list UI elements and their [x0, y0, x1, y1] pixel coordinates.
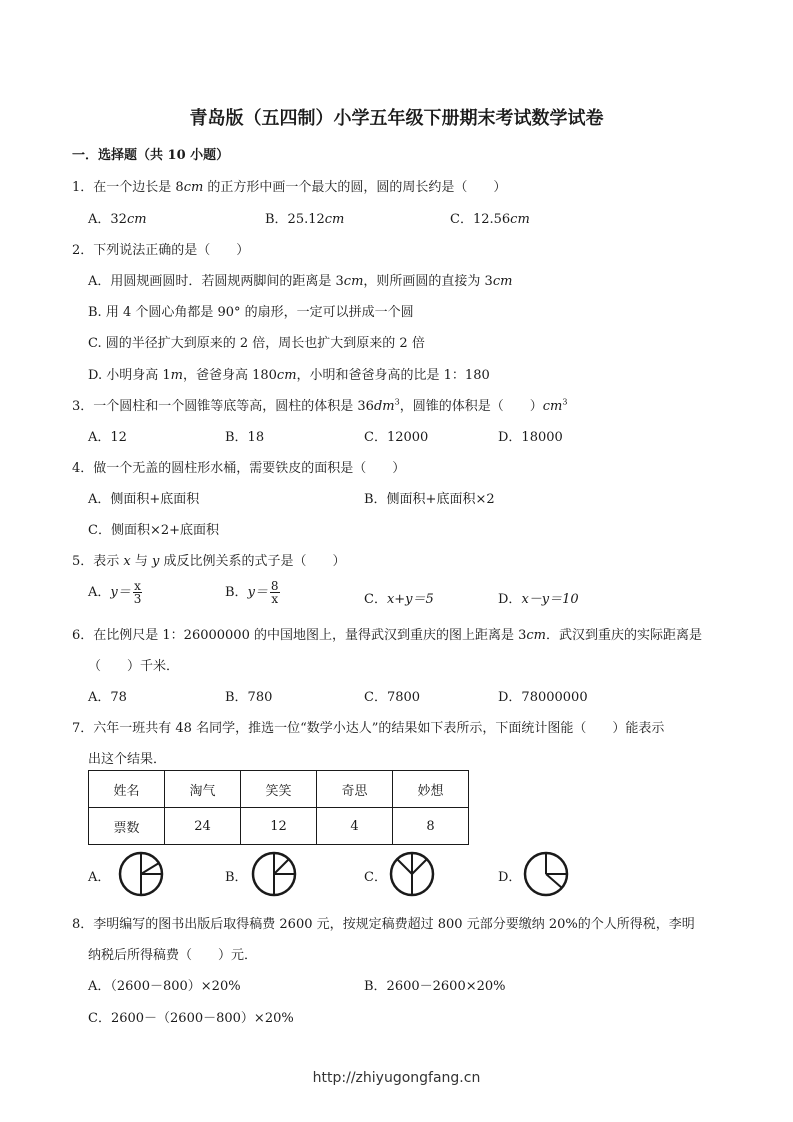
table-cell: 24	[165, 808, 241, 845]
section-heading: 一．选择题（共 10 小题）	[72, 148, 230, 163]
question-3: 3．一个圆柱和一个圆锥等底等高，圆柱的体积是 $36dm^3$，圆锥的体积是（ ）$cm^3$	[72, 397, 568, 414]
q4-option-c[interactable]: C．侧面积×2+底面积	[88, 523, 220, 538]
pie-chart-d-icon	[522, 850, 570, 898]
q7-option-c[interactable]: C．	[364, 870, 387, 885]
question-1: 1．在一个边长是 8cm 的正方形中画一个最大的圆，圆的周长约是（ ）	[72, 180, 507, 195]
table-cell: 妙想	[393, 771, 469, 808]
q7-option-b[interactable]: B．	[225, 870, 248, 885]
table-row	[89, 771, 469, 808]
page-title: 青岛版（五四制）小学五年级下册期末考试数学试卷	[189, 108, 604, 129]
pie-chart-c-icon	[388, 850, 436, 898]
q3-option-c[interactable]: C．12000	[364, 430, 429, 445]
pie-chart-b-icon	[250, 850, 298, 898]
table-cell: 淘气	[165, 771, 241, 808]
votes-table	[88, 770, 469, 845]
table-cell: 奇思	[317, 771, 393, 808]
q8-option-c[interactable]: C．2600－（2600－800）×20%	[88, 1011, 294, 1026]
q2-option-d[interactable]: D. 小明身高 1m，爸爸身高 180cm，小明和爸爸身高的比是 1：180	[88, 368, 490, 383]
question-7: 7．六年一班共有 48 名同学，推选一位“数学小达人”的结果如下表所示，下面统计图能（ ）能表示	[72, 721, 665, 736]
q6-option-c[interactable]: C．7800	[364, 690, 421, 705]
table-cell: 4	[317, 808, 393, 845]
table-cell: 笑笑	[241, 771, 317, 808]
question-7-cont: 出这个结果．	[88, 752, 167, 767]
table-cell: 姓名	[89, 771, 165, 808]
q5-option-b[interactable]: B．y＝ $\frac{8}{x}$	[225, 579, 279, 606]
q3-option-a[interactable]: A．12	[88, 430, 127, 445]
table-row	[89, 808, 469, 845]
q6-option-b[interactable]: B．780	[225, 690, 273, 705]
q8-option-a[interactable]: A．（2600－800）×20%	[88, 979, 241, 994]
q7-option-d[interactable]: D．	[498, 870, 522, 885]
q3-option-b[interactable]: B．18	[225, 430, 265, 445]
q8-option-b[interactable]: B．2600－2600×20%	[364, 979, 506, 994]
q1-option-a[interactable]: A．32cm	[88, 212, 147, 227]
q6-option-d[interactable]: D．78000000	[498, 690, 588, 705]
q1-option-b[interactable]: B．25.12cm	[265, 212, 345, 227]
q5-option-a[interactable]: A．y＝ $\frac{x}{3}$	[88, 579, 142, 606]
question-6-blank: （ ）千米．	[88, 659, 180, 674]
question-8: 8．李明编写的图书出版后取得稿费 2600 元，按规定稿费超过 800 元部分要缴纳 20%的个人所得税，李明	[72, 917, 695, 932]
question-4: 4．做一个无盖的圆柱形水桶，需要铁皮的面积是（ ）	[72, 461, 406, 476]
q2-option-b[interactable]: B. 用 4 个圆心角都是 90° 的扇形，一定可以拼成一个圆	[88, 305, 414, 320]
q4-option-b[interactable]: B．侧面积+底面积×2	[364, 492, 495, 507]
table-cell: 票数	[89, 808, 165, 845]
q1-option-c[interactable]: C．12.56cm	[450, 212, 530, 227]
question-8-cont: 纳税后所得稿费（ ）元．	[88, 948, 258, 963]
q7-option-a[interactable]: A．	[88, 870, 111, 885]
q3-option-d[interactable]: D．18000	[498, 430, 563, 445]
footer-url[interactable]: http://zhiyugongfang.cn	[312, 1070, 481, 1086]
q6-option-a[interactable]: A．78	[88, 690, 127, 705]
question-2: 2．下列说法正确的是（ ）	[72, 243, 250, 258]
table-cell: 12	[241, 808, 317, 845]
q2-option-c[interactable]: C. 圆的半径扩大到原来的 2 倍，周长也扩大到原来的 2 倍	[88, 336, 425, 351]
table-cell: 8	[393, 808, 469, 845]
q5-option-d[interactable]: D．x－y＝10	[498, 592, 579, 607]
q2-option-a[interactable]: A．用圆规画圆时．若圆规两脚间的距离是 3cm，则所画圆的直接为 3cm	[88, 274, 513, 289]
question-6: 6．在比例尺是 1：26000000 的中国地图上，量得武汉到重庆的图上距离是 3cm．武汉到重庆的实际距离是	[72, 628, 703, 643]
q5-option-c[interactable]: C．x+y＝5	[364, 592, 434, 607]
q4-option-a[interactable]: A．侧面积+底面积	[88, 492, 200, 507]
pie-chart-a-icon	[117, 850, 165, 898]
question-5: 5．表示 x 与 y 成反比例关系的式子是（ ）	[72, 554, 346, 569]
